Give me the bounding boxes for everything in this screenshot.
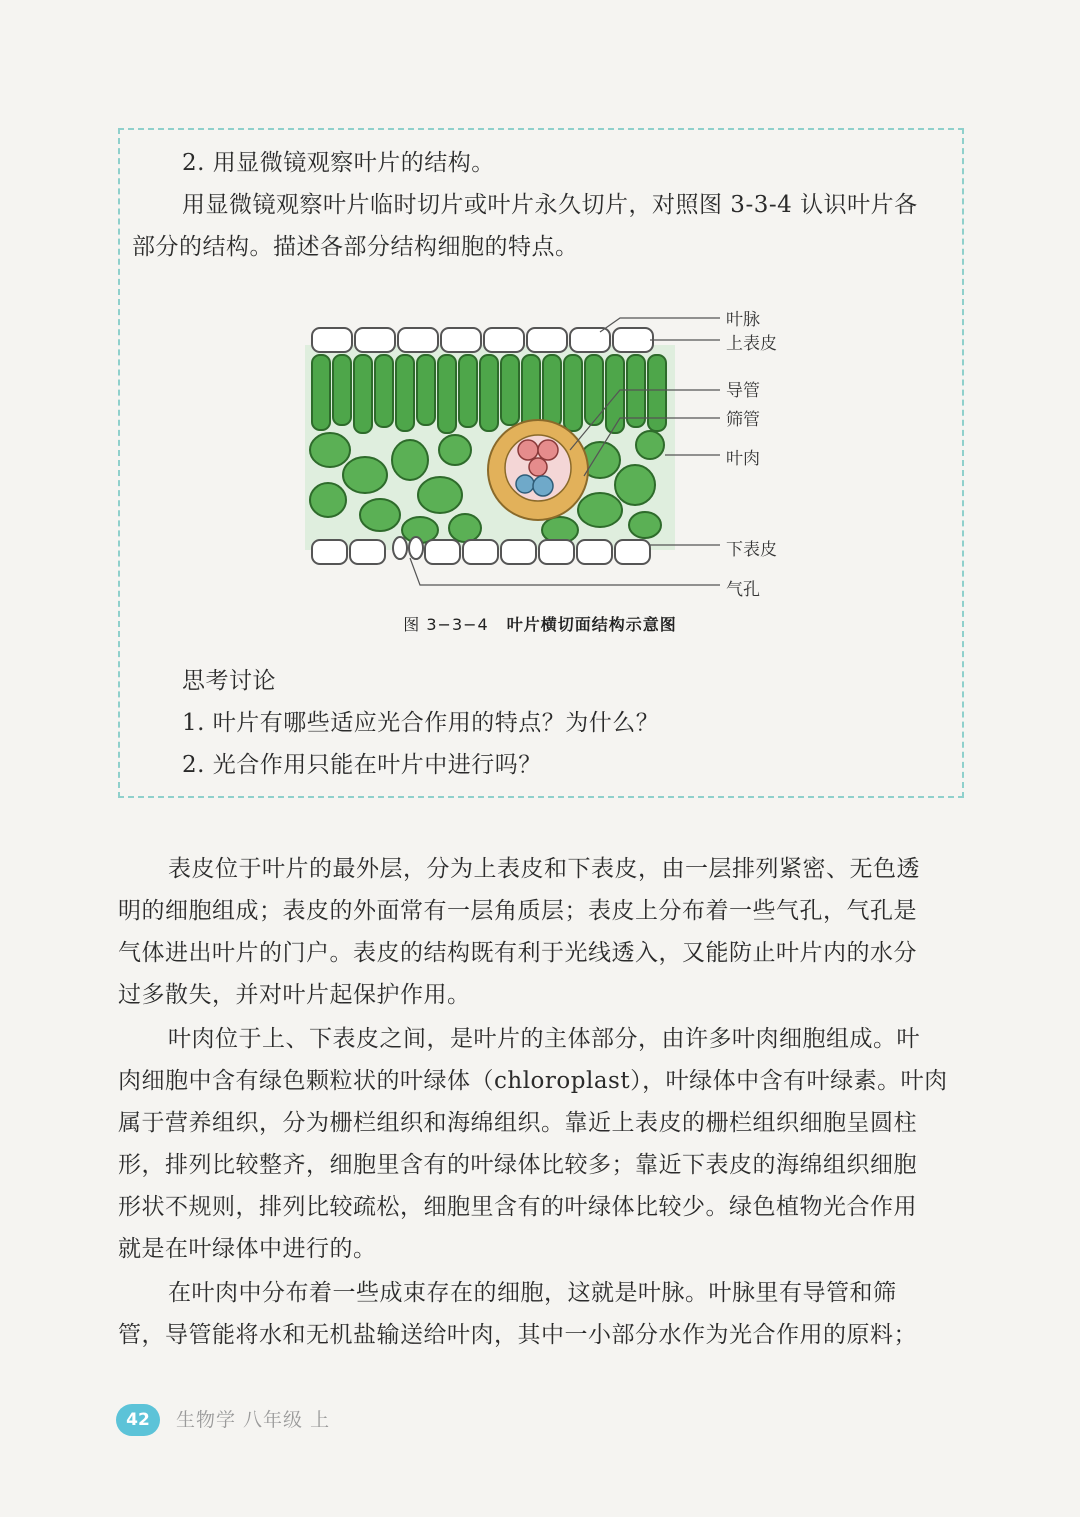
discussion-question-2: 2. 光合作用只能在叶片中进行吗？: [182, 752, 542, 778]
paragraph-line: 过多散失，并对叶片起保护作用。: [118, 982, 471, 1008]
paragraph-line: 属于营养组织，分为栅栏组织和海绵组织。靠近上表皮的栅栏组织细胞呈圆柱: [118, 1110, 917, 1136]
step-title: 2. 用显微镜观察叶片的结构。: [182, 150, 495, 176]
label-stoma: 气孔: [726, 580, 760, 600]
paragraph-line: 气体进出叶片的门户。表皮的结构既有利于光线透入，又能防止叶片内的水分: [118, 940, 917, 966]
label-mesophyll: 叶肉: [726, 449, 760, 469]
page-number-badge: 42: [116, 1404, 160, 1436]
figure-caption-title: 叶片横切面结构示意图: [506, 615, 677, 634]
sieve-cell: [516, 475, 534, 493]
figure-caption: [0, 612, 1080, 635]
vessel-cell: [538, 440, 558, 460]
paragraph-line: 就是在叶绿体中进行的。: [118, 1236, 377, 1262]
leaf-vein: [488, 420, 588, 520]
lower-epidermis: [312, 540, 650, 564]
label-sieve-tube: 筛管: [726, 410, 760, 430]
paragraph-line: 表皮位于叶片的最外层，分为上表皮和下表皮，由一层排列紧密、无色透: [168, 856, 920, 882]
paragraph-line: 明的细胞组成；表皮的外面常有一层角质层；表皮上分布着一些气孔，气孔是: [118, 898, 917, 924]
vessel-cell: [529, 458, 547, 476]
label-vein: 叶脉: [726, 310, 760, 330]
figure-caption-number: 图 3−3−4: [403, 615, 489, 634]
paragraph-line: 在叶肉中分布着一些成束存在的细胞，这就是叶脉。叶脉里有导管和筛: [168, 1280, 897, 1306]
label-vessel: 导管: [726, 381, 760, 401]
paragraph-line: 叶肉位于上、下表皮之间，是叶片的主体部分，由许多叶肉细胞组成。叶: [168, 1026, 920, 1052]
leaf-cross-section-figure: [300, 300, 800, 600]
vessel-cell: [518, 440, 538, 460]
paragraph-line: 肉细胞中含有绿色颗粒状的叶绿体（chloroplast），叶绿体中含有叶绿素。叶肉: [118, 1068, 948, 1094]
paragraph-line: 形，排列比较整齐，细胞里含有的叶绿体比较多；靠近下表皮的海绵组织细胞: [118, 1152, 917, 1178]
book-title: 生物学 八年级 上: [176, 1409, 331, 1431]
label-upper-epidermis: 上表皮: [726, 334, 777, 354]
step-text-line1: 用显微镜观察叶片临时切片或叶片永久切片，对照图 3-3-4 认识叶片各: [182, 192, 918, 218]
sieve-cell: [533, 476, 553, 496]
paragraph-line: 形状不规则，排列比较疏松，细胞里含有的叶绿体比较少。绿色植物光合作用: [118, 1194, 917, 1220]
step-text-line2: 部分的结构。描述各部分结构细胞的特点。: [132, 234, 579, 260]
palisade-tissue: [312, 355, 666, 433]
discussion-question-1: 1. 叶片有哪些适应光合作用的特点？为什么？: [182, 710, 660, 736]
discussion-title: 思考讨论: [182, 668, 276, 694]
paragraph-line: 管，导管能将水和无机盐输送给叶肉，其中一小部分水作为光合作用的原料；: [118, 1322, 917, 1348]
label-lower-epidermis: 下表皮: [726, 540, 777, 560]
